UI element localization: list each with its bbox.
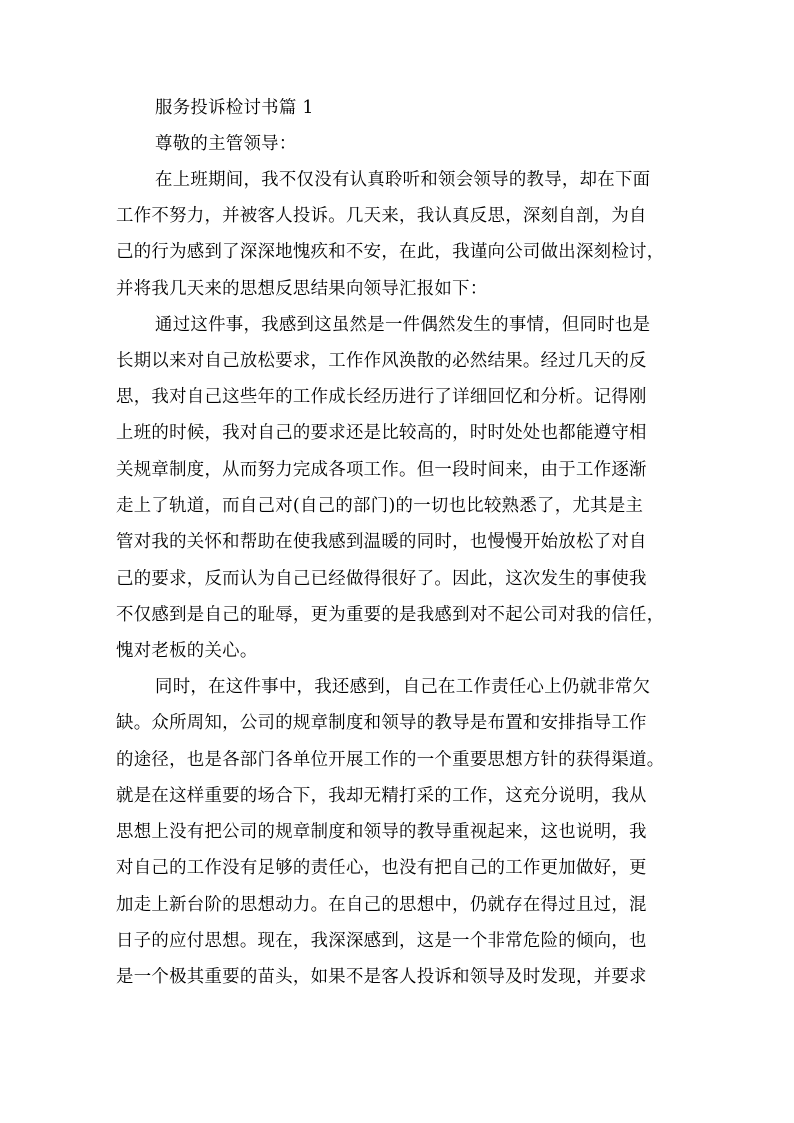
text-line: 就是在这样重要的场合下，我却无精打采的工作，这充分说明，我从	[116, 786, 647, 806]
text-line: 日子的应付思想。现在，我深深感到，这是一个非常危险的倾向，也	[116, 931, 647, 951]
text-line: 己的要求，反而认为自己已经做得很好了。因此，这次发生的事使我	[116, 569, 647, 589]
text-line: 走上了轨道，而自己对(自己的部门)的一切也比较熟悉了，尤其是主	[116, 496, 644, 516]
text-line: 思，我对自己这些年的工作成长经历进行了详细回忆和分析。记得刚	[116, 387, 647, 407]
salutation: 尊敬的主管领导：	[155, 134, 297, 154]
text-line: 的途径，也是各部门各单位开展工作的一个重要思想方针的获得渠道。	[116, 750, 665, 770]
text-line: 在上班期间，我不仅没有认真聆听和领会领导的教导，却在下面	[155, 170, 651, 190]
text-line: 思想上没有把公司的规章制度和领导的教导重视起来，这也说明，我	[116, 822, 647, 842]
text-line: 缺。众所周知，公司的规章制度和领导的教导是布置和安排指导工作	[116, 713, 647, 733]
text-line: 上班的时候，我对自己的要求还是比较高的，时时处处也都能遵守相	[116, 423, 647, 443]
text-line: 对自己的工作没有足够的责任心，也没有把自己的工作更加做好，更	[116, 858, 647, 878]
document-title: 服务投诉检讨书篇 1	[155, 98, 314, 118]
text-line: 不仅感到是自己的耻辱，更为重要的是我感到对不起公司对我的信任，	[116, 605, 665, 625]
text-line: 管对我的关怀和帮助在使我感到温暖的同时，也慢慢开始放松了对自	[116, 532, 647, 552]
text-line: 加走上新台阶的思想动力。在自己的思想中，仍就存在得过且过，混	[116, 895, 647, 915]
text-line: 并将我几天来的思想反思结果向领导汇报如下：	[116, 279, 488, 299]
text-line: 通过这件事，我感到这虽然是一件偶然发生的事情，但同时也是	[155, 315, 651, 335]
text-line: 工作不努力，并被客人投诉。几天来，我认真反思，深刻自剖，为自	[116, 206, 647, 226]
text-line: 同时，在这件事中，我还感到，自己在工作责任心上仍就非常欠	[155, 677, 651, 697]
text-line: 长期以来对自己放松要求，工作作风涣散的必然结果。经过几天的反	[116, 351, 647, 371]
text-line: 己的行为感到了深深地愧疚和不安，在此，我谨向公司做出深刻检讨，	[116, 242, 665, 262]
text-line: 愧对老板的关心。	[116, 641, 258, 661]
text-line: 是一个极其重要的苗头，如果不是客人投诉和领导及时发现，并要求	[116, 967, 647, 987]
text-line: 关规章制度，从而努力完成各项工作。但一段时间来，由于工作逐渐	[116, 460, 647, 480]
